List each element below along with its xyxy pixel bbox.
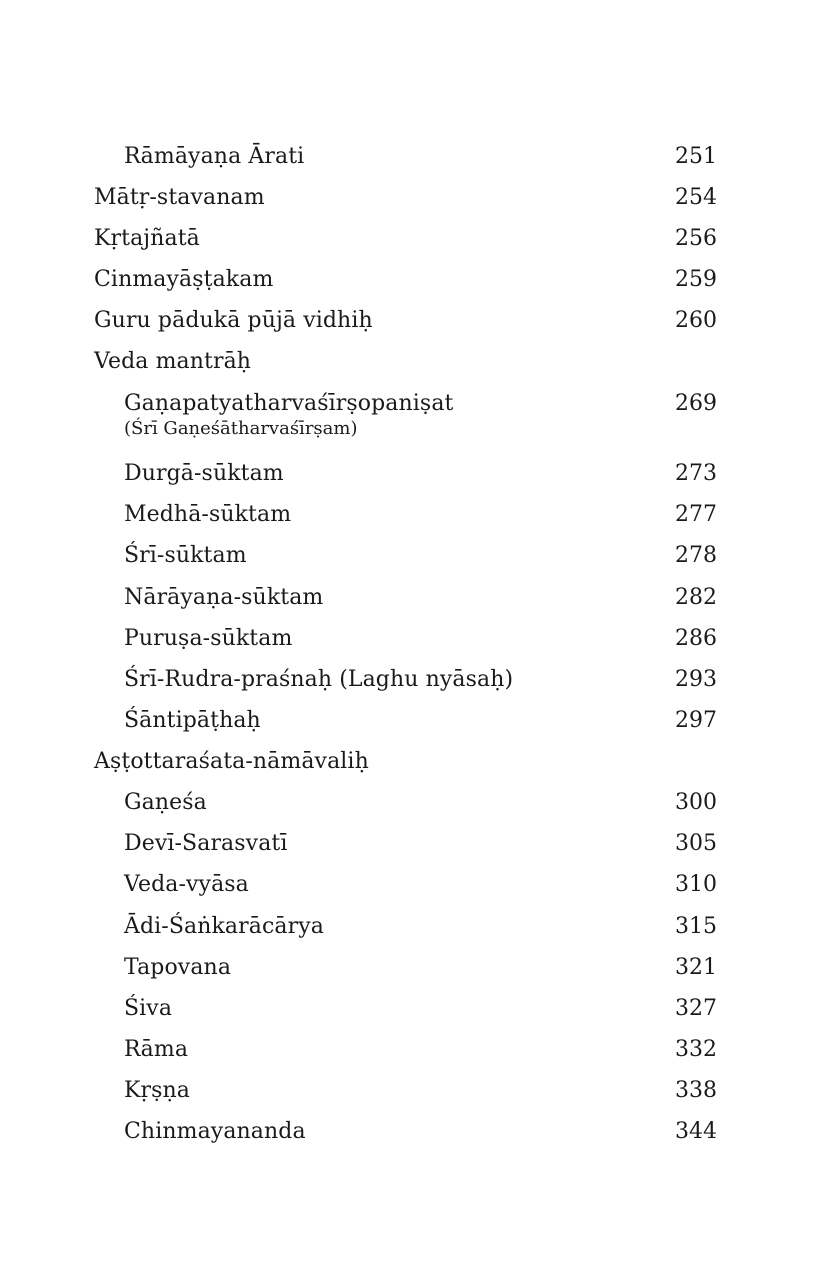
toc-section-heading bbox=[0, 347, 825, 377]
toc-entry-page: 310 bbox=[675, 872, 717, 897]
toc-entry bbox=[0, 224, 825, 254]
toc-entry-title: Guru pādukā pūjā vidhiḥ bbox=[94, 308, 373, 333]
toc-section-title: Veda mantrāḥ bbox=[94, 349, 252, 374]
toc-entry bbox=[0, 829, 825, 859]
toc-entry-title: Rāma bbox=[124, 1037, 189, 1062]
toc-entry bbox=[0, 870, 825, 900]
toc-entry-title: Śrī-sūktam bbox=[124, 543, 247, 568]
toc-entry-title: Medhā-sūktam bbox=[124, 502, 292, 527]
toc-entry-title: Tapovana bbox=[124, 955, 232, 980]
toc-entry-page: 260 bbox=[675, 308, 717, 333]
toc-entry-title: Kṛṣṇa bbox=[124, 1078, 191, 1103]
toc-entry bbox=[0, 389, 825, 439]
toc-entry-title: Śāntipāṭhaḥ bbox=[124, 708, 261, 733]
toc-entry-title: Veda-vyāsa bbox=[124, 872, 249, 897]
toc-entry bbox=[0, 624, 825, 654]
toc-entry bbox=[0, 265, 825, 295]
toc-entry-page: 305 bbox=[675, 831, 717, 856]
toc-entry bbox=[0, 1076, 825, 1106]
toc-entry-subtitle: (Śrī Gaṇeśātharvaśīrṣam) bbox=[124, 418, 358, 439]
toc-entry bbox=[0, 183, 825, 213]
toc-entry-page: 293 bbox=[675, 667, 717, 692]
toc-entry-title: Puruṣa-sūktam bbox=[124, 626, 293, 651]
toc-entry-page: 338 bbox=[675, 1078, 717, 1103]
toc-entry bbox=[0, 994, 825, 1024]
toc-entry-page: 259 bbox=[675, 267, 717, 292]
toc-entry-page: 315 bbox=[675, 914, 717, 939]
toc-entry-title: Gaṇeśa bbox=[124, 790, 207, 815]
toc-entry bbox=[0, 912, 825, 942]
toc-entry-page: 344 bbox=[675, 1119, 717, 1144]
toc-entry-page: 251 bbox=[675, 144, 717, 169]
toc-entry-title: Śiva bbox=[124, 996, 173, 1021]
toc-entry-title: Gaṇapatyatharvaśīrṣopaniṣat bbox=[124, 391, 454, 416]
toc-entry-page: 282 bbox=[675, 585, 717, 610]
toc-entry bbox=[0, 788, 825, 818]
toc-entry-page: 286 bbox=[675, 626, 717, 651]
toc-entry bbox=[0, 500, 825, 530]
toc-entry-title: Cinmayāṣṭakam bbox=[94, 267, 274, 292]
toc-entry bbox=[0, 583, 825, 613]
toc-section-title: Aṣṭottaraśata-nāmāvaliḥ bbox=[94, 749, 369, 774]
toc-entry-page: 321 bbox=[675, 955, 717, 980]
toc-entry-page: 273 bbox=[675, 461, 717, 486]
toc-entry-page: 300 bbox=[675, 790, 717, 815]
toc-entry-title: Ādi-Śaṅkarācārya bbox=[124, 914, 324, 939]
toc-entry bbox=[0, 306, 825, 336]
toc-entry-page: 297 bbox=[675, 708, 717, 733]
toc-entry bbox=[0, 541, 825, 571]
toc-entry bbox=[0, 1117, 825, 1147]
toc-entry-title: Rāmāyaṇa Ārati bbox=[124, 144, 305, 169]
toc-entry bbox=[0, 665, 825, 695]
toc-entry-page: 327 bbox=[675, 996, 717, 1021]
toc-entry-page: 278 bbox=[675, 543, 717, 568]
toc-entry-page: 254 bbox=[675, 185, 717, 210]
toc-entry bbox=[0, 142, 825, 172]
toc-entry-title: Devī-Sarasvatī bbox=[124, 831, 288, 856]
toc-entry-page: 332 bbox=[675, 1037, 717, 1062]
toc-entry-title: Chinmayananda bbox=[124, 1119, 306, 1144]
toc-entry bbox=[0, 706, 825, 736]
toc-entry-page: 269 bbox=[675, 391, 717, 416]
toc-entry bbox=[0, 459, 825, 489]
toc-section-heading bbox=[0, 747, 825, 777]
toc-entry-title: Mātṛ-stavanam bbox=[94, 185, 265, 210]
toc-entry bbox=[0, 1035, 825, 1065]
toc-entry-title: Kṛtajñatā bbox=[94, 226, 200, 251]
toc-entry bbox=[0, 953, 825, 983]
toc-entry-title: Nārāyaṇa-sūktam bbox=[124, 585, 324, 610]
toc-entry-page: 256 bbox=[675, 226, 717, 251]
toc-entry-title: Śrī-Rudra-praśnaḥ (Laghu nyāsaḥ) bbox=[124, 667, 514, 692]
toc-entry-page: 277 bbox=[675, 502, 717, 527]
toc-entry-title: Durgā-sūktam bbox=[124, 461, 284, 486]
